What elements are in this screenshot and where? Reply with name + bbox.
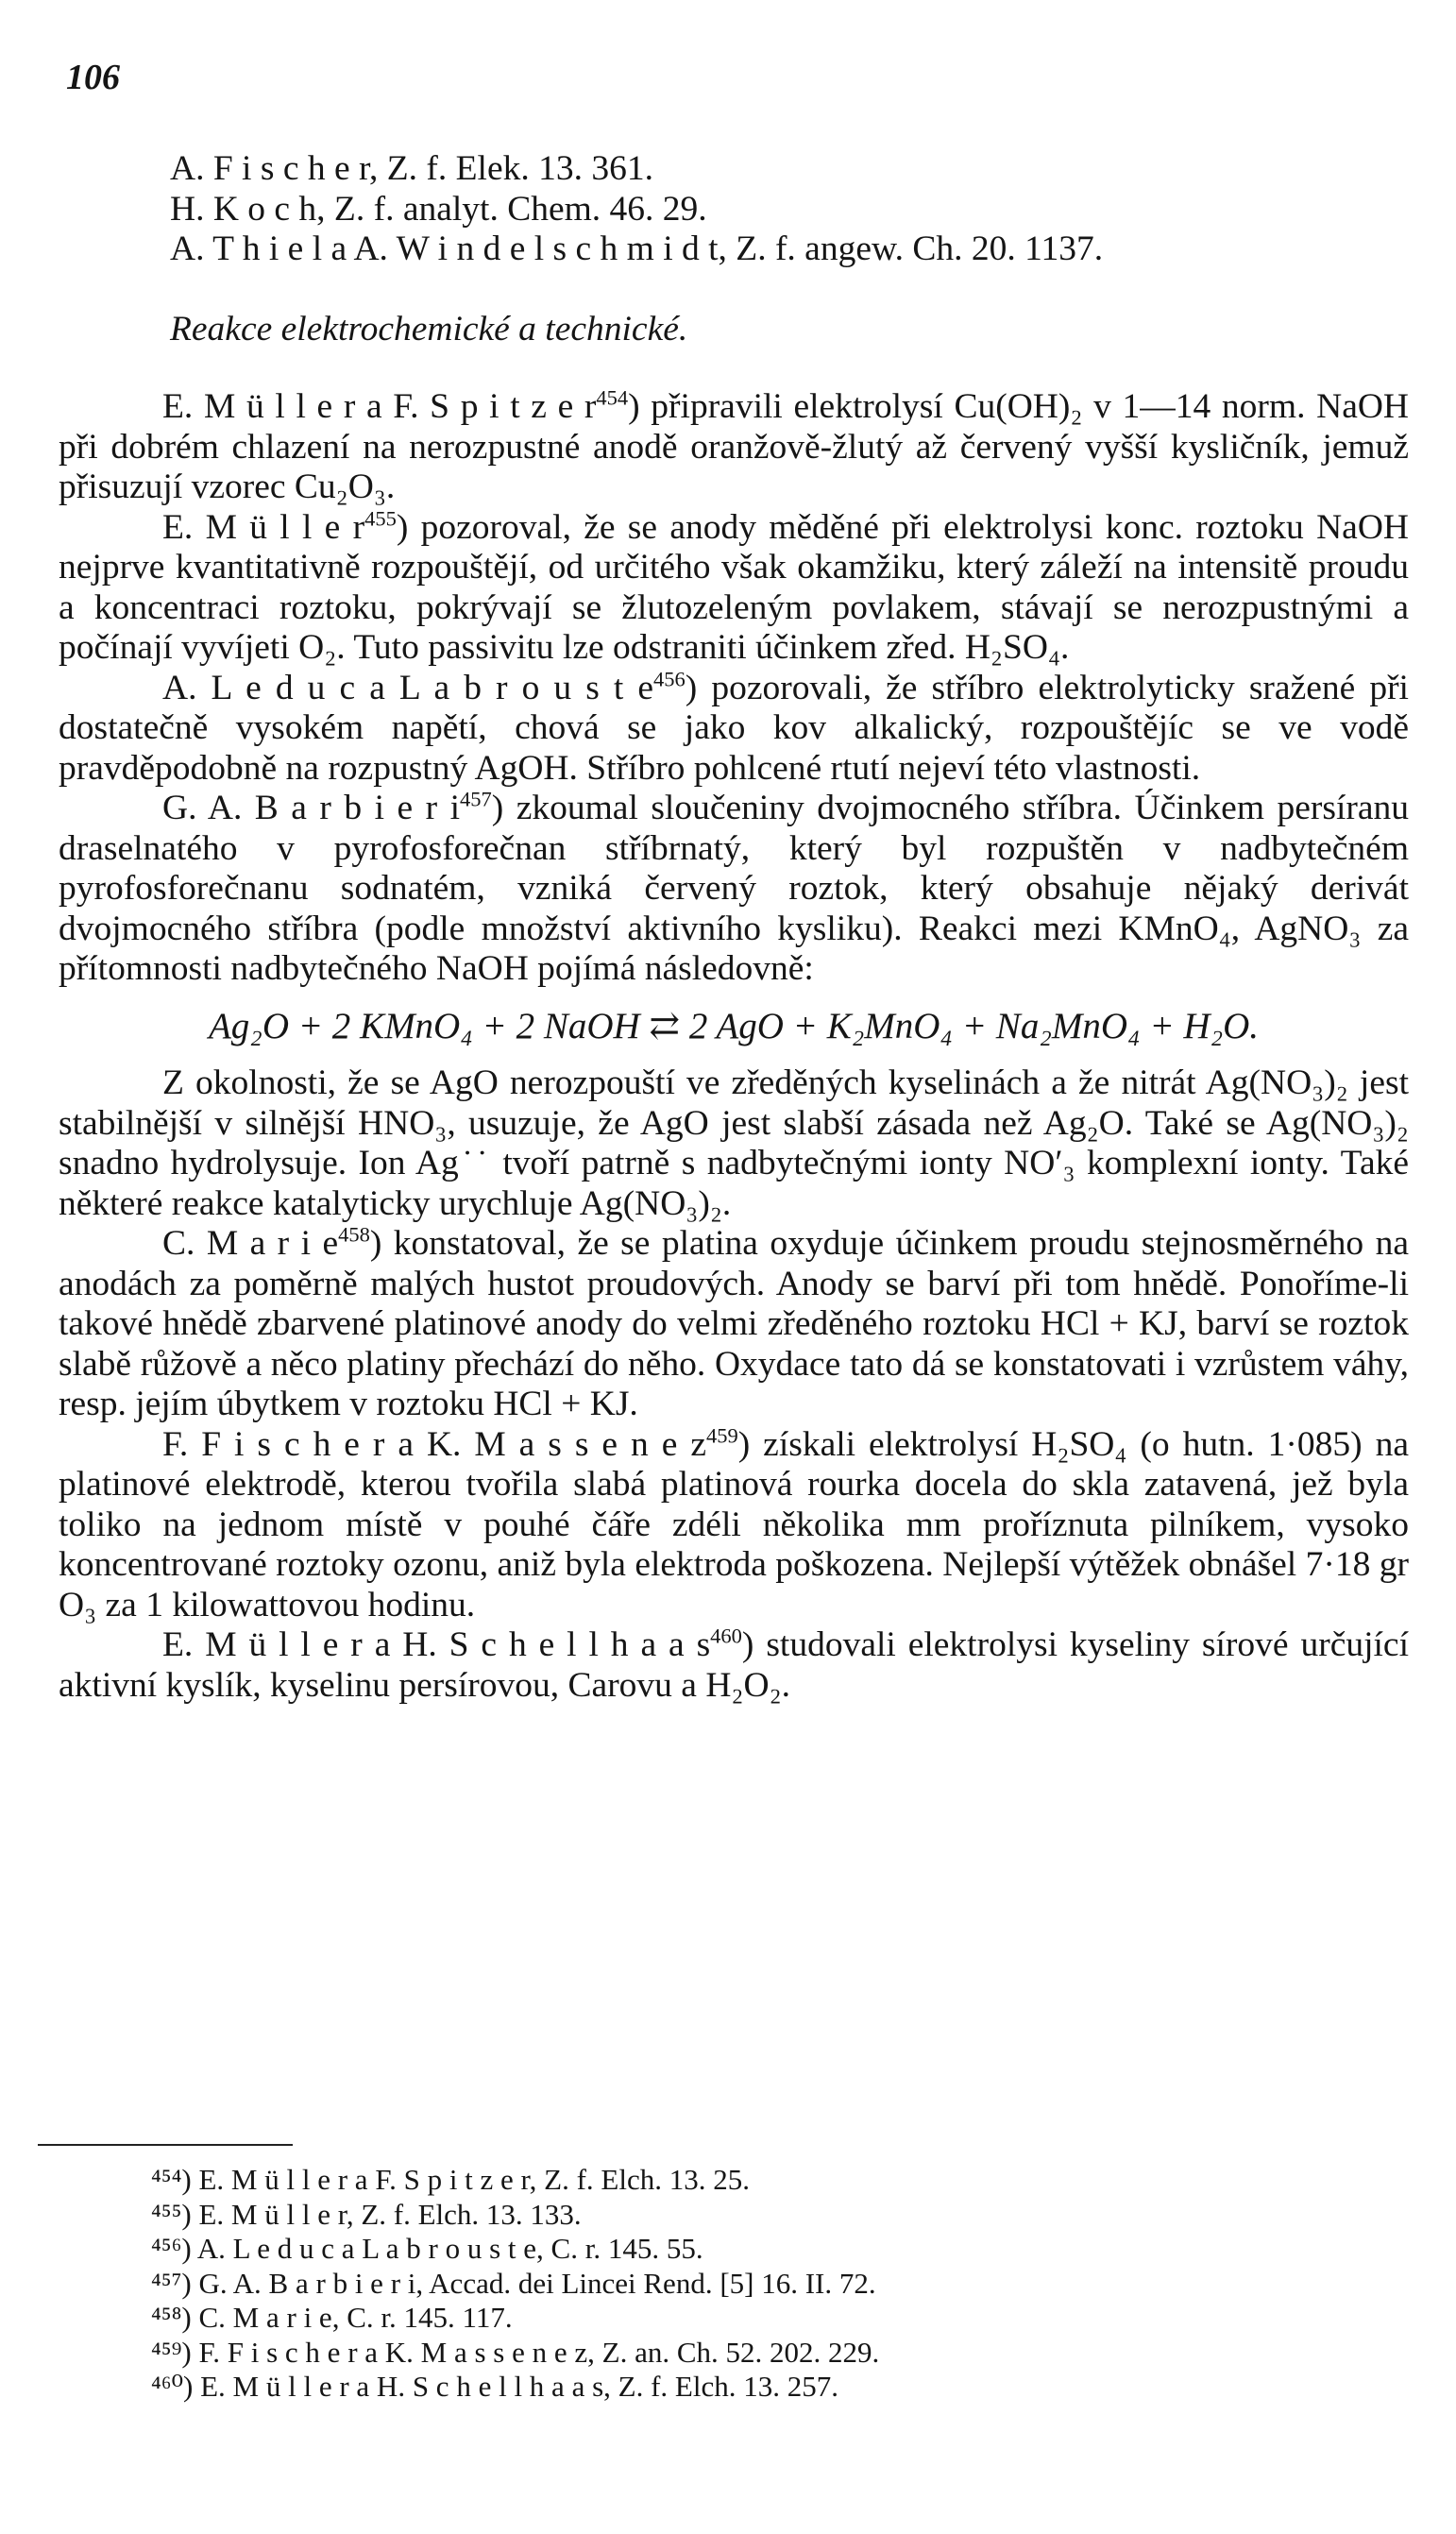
paragraph-text: ) pozoroval, že se anody měděné při elektrolysi konc. roztoku NaOH nejprve kvantitativně rozpouštějí, od určitého však okamžiku, který záleží na intensitě proudu a koncentraci roztoku, pokrývají se žlutozeleným povlakem, stávají se nerozpustnými a počínají vyvíjeti O₂. Tuto passivitu lze odstraniti účinkem zřed. H₂SO₄.: [59, 507, 1409, 667]
footnote: ⁴⁵⁹) F. F i s c h e r a K. M a s s e n e z, Z. an. Ch. 52. 202. 229.: [151, 2335, 880, 2369]
paragraph: [59, 1224, 1409, 1425]
reference-line: H. K o c h, Z. f. analyt. Chem. 46. 29.: [170, 189, 707, 229]
footnote-ref: 460: [710, 1624, 742, 1648]
footnote-ref: 457: [460, 787, 492, 811]
footnote: ⁴⁶⁰) E. M ü l l e r a H. S c h e l l h a a s, Z. f. Elch. 13. 257.: [151, 2370, 838, 2403]
paragraph-text: ) studovali elektrolysi kyseliny sírové určující aktivní kyslík, kyselinu persírovou, Carovu a H₂O₂.: [59, 1625, 1409, 1705]
paragraph: [59, 1425, 1409, 1626]
footnote-ref: 454: [596, 385, 629, 410]
paragraph: [59, 508, 1409, 669]
paragraph-author: E. M ü l l e r a H. S c h e l l h a a s: [162, 1625, 711, 1664]
paragraph-text: ) pozorovali, že stříbro elektrolyticky sražené při dostatečně vysokém napětí, chová se jako kov alkalický, rozpouštějíc se ve vodě pravděpodobně na rozpustný AgOH. Stříbro pohlcené rtutí nejeví této vlastnosti.: [59, 668, 1409, 788]
reference-line: A. F i s c h e r, Z. f. Elek. 13. 361.: [170, 149, 653, 188]
footnote: ⁴⁵⁷) G. A. B a r b i e r i, Accad. dei Lincei Rend. [5] 16. II. 72.: [151, 2266, 876, 2300]
footnote-ref: 456: [653, 667, 686, 690]
paragraph-author: E. M ü l l e r a F. S p i t z e r: [162, 387, 597, 426]
paragraph-author: A. L e d u c a L a b r o u s t e: [162, 668, 654, 707]
footnote-ref: 459: [705, 1423, 738, 1447]
chemical-equation: Ag₂O + 2 KMnO₄ + 2 NaOH ⇄ 2 AgO + K₂MnO₄ + Na₂MnO₄ + H₂O.: [208, 1005, 1260, 1046]
paragraph: [59, 1063, 1409, 1224]
reference-list: [170, 149, 1409, 270]
footnote: ⁴⁵⁶) A. L e d u c a L a b r o u s t e, C. r. 145. 55.: [151, 2232, 703, 2265]
paragraph-text: Z okolnosti, že se AgO nerozpouští ve zředěných kyselinách a že nitrát Ag(NO₃)₂ jest stabilnější v silnější HNO₃, usuzuje, že AgO jest slabší zásada než Ag₂O. Také se Ag(NO₃)₂ snadno hydrolysuje. Ion Ag˙˙ tvoří patrně s nadbytečnými ionty NO′₃ komplexní ionty. Také některé reakce katalyticky urychluje Ag(NO₃)₂.: [59, 1063, 1409, 1223]
footnote: ⁴⁵⁴) E. M ü l l e r a F. S p i t z e r, Z. f. Elch. 13. 25.: [151, 2163, 750, 2196]
paragraph: [59, 387, 1409, 508]
paragraph-author: F. F i s c h e r a K. M a s s e n e z: [162, 1424, 706, 1464]
footnote-ref: 458: [338, 1222, 370, 1247]
footnote: ⁴⁵⁸) C. M a r i e, C. r. 145. 117.: [151, 2301, 513, 2334]
paragraph-text: ) konstatoval, že se platina oxyduje účinkem proudu stejnosměrného na anodách za poměrně malých hustot proudových. Anody se barví při tom hnědě. Ponoříme-li takové hnědě zbarvené platinové anody do velmi zředěného roztoku HCl + KJ, barví se roztok slabě růžově a něco platiny přechází do něho. Oxydace tato dá se konstatovati i vzrůstem váhy, resp. jejím úbytkem v roztoku HCl + KJ.: [59, 1224, 1409, 1423]
paragraph: [59, 669, 1409, 790]
footnote: ⁴⁵⁵) E. M ü l l e r, Z. f. Elch. 13. 133.: [151, 2197, 582, 2231]
paragraph-text: ) získali elektrolysí H₂SO₄ (o hutn. 1·085) na platinové elektrodě, kterou tvořila slabá platinová rourka docela do skla zatavená, jež byla toliko na jednom místě v pouhé čáře zdéli několika mm proříznuta pilníkem, vysoko koncentrované roztoky ozonu, aniž byla elektroda poškozena. Nejlepší výtěžek obnášel 7·18 gr O₃ za 1 kilowattovou hodinu.: [59, 1424, 1409, 1624]
footnote-divider: [38, 2144, 293, 2146]
paragraph-author: E. M ü l l e r: [162, 507, 365, 547]
paragraph-author: C. M a r i e: [162, 1224, 339, 1263]
reference-line: A. T h i e l a A. W i n d e l s c h m i d t, Z. f. angew. Ch. 20. 1137.: [170, 230, 1104, 268]
paragraph-text: ) připravili elektrolysí Cu(OH)₂ v 1—14 norm. NaOH při dobrém chlazení na nerozpustné anodě oranžově-žlutý až červený vyšší kysličník, jemuž přisuzují vzorec Cu₂O₃.: [59, 387, 1410, 506]
paragraph-text: ) zkoumal sloučeniny dvojmocného stříbra. Účinkem persíranu draselnatého v pyrofosforečnan stříbrnatý, který byl rozpuštěn v nadbytečném pyrofosforečnanu sodnatém, vzniká červený roztok, který obsahuje nějaký derivát dvojmocného stříbra (podle množství aktivního kysliku). Reakci mezi KMnO₄, AgNO₃ za přítomnosti nadbytečného NaOH pojímá následovně:: [59, 789, 1409, 988]
paragraph: [59, 1625, 1409, 1706]
main-text: [59, 149, 1409, 1706]
section-heading: Reakce elektrochemické a technické.: [170, 309, 688, 349]
page-number: 106: [66, 58, 120, 97]
paragraph-author: G. A. B a r b i e r i: [162, 789, 461, 827]
paragraph: [59, 789, 1409, 990]
footnote-ref: 455: [364, 506, 397, 530]
footnotes: [151, 2163, 879, 2405]
